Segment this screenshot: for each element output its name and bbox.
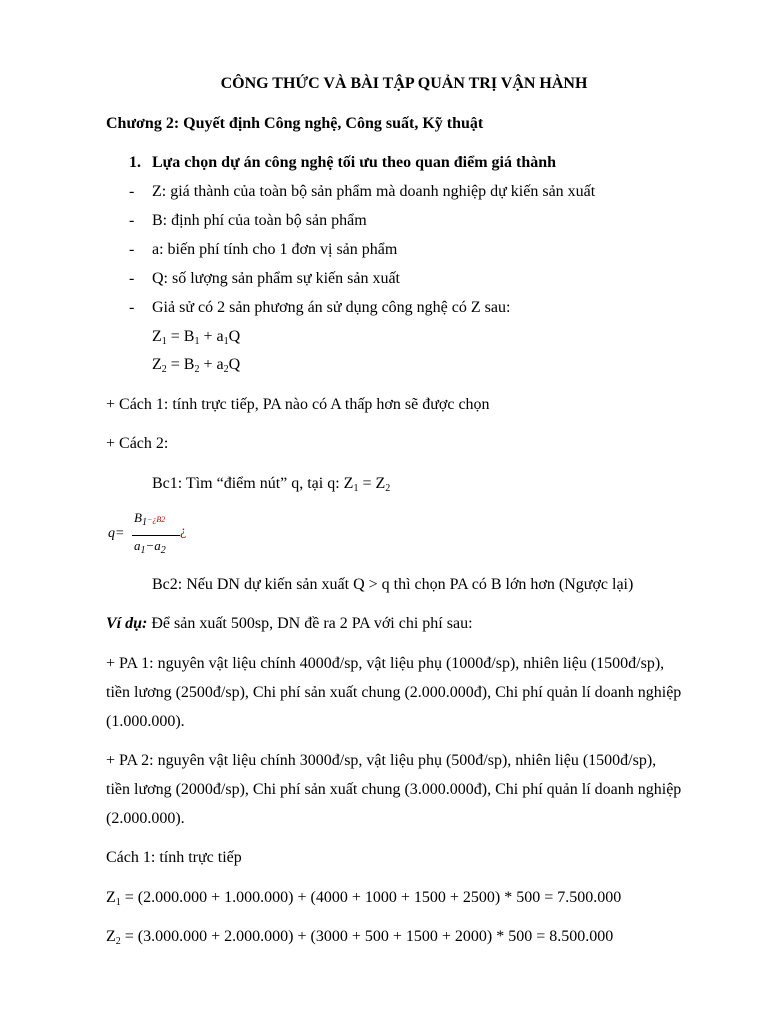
paragraph-line: (2.000.000). <box>106 810 185 827</box>
fraction-bar <box>132 535 180 536</box>
step-2-text: Bc2: Nếu DN dự kiến sản xuất Q > q thì chọn PA có B lớn hơn (Ngược lại) <box>152 576 634 593</box>
paragraph-line: tiền lương (2500đ/sp), Chi phí sản xuất chung (2.000.000đ), Chi phí quản lí doanh nghiệp <box>106 684 682 701</box>
eq-subscript: 1 <box>194 336 200 347</box>
list-item-text: Giả sử có 2 sản phương án sử dụng công nghệ có Z sau: <box>152 299 511 316</box>
list-item-text: Q: số lượng sản phẩm sự kiến sản xuất <box>152 270 400 287</box>
example-intro <box>106 614 473 634</box>
list-item-text: B: định phí của toàn bộ sản phẩm <box>152 212 367 229</box>
formula-denominator <box>134 538 166 554</box>
calc-term: Z <box>106 928 116 945</box>
eq-subscript: 2 <box>194 364 200 375</box>
eq-term: = B <box>166 328 195 345</box>
formula-small-term: −¿B <box>146 515 162 524</box>
eq-term: Q <box>228 356 241 373</box>
section-number: 1. <box>129 154 141 171</box>
list-item-text: Z: giá thành của toàn bộ sản phẩm mà doanh nghiệp dự kiến sản xuất <box>152 183 596 200</box>
eq-term: Z <box>152 356 162 373</box>
dash-bullet: - <box>129 183 135 200</box>
eq-term: Z <box>152 328 162 345</box>
dash-bullet: - <box>129 241 135 258</box>
method-2-text: + Cách 2: <box>106 435 169 452</box>
step-1-mid: = Z <box>358 475 386 492</box>
eq-term: + a <box>199 328 224 345</box>
eq-term: = B <box>166 356 195 373</box>
section-title: Lựa chọn dự án công nghệ tối ưu theo quan điểm giá thành <box>152 154 557 171</box>
paragraph-line: (1.000.000). <box>106 713 185 730</box>
formula-lhs: q= <box>108 526 125 541</box>
formula-numerator <box>134 510 165 526</box>
paragraph-line: + PA 1: nguyên vật liệu chính 4000đ/sp, vật liệu phụ (1000đ/sp), nhiên liệu (1500đ/sp), <box>106 655 665 672</box>
eq-subscript: 2 <box>223 364 229 375</box>
equation-z2 <box>152 355 240 375</box>
eq-subscript: 1 <box>161 336 167 347</box>
formula-term: B <box>134 510 142 525</box>
calc-term: Z <box>106 889 116 906</box>
eq-term: Q <box>228 328 241 345</box>
dash-bullet: - <box>129 212 135 229</box>
eq-term: + a <box>199 356 224 373</box>
formula-subscript: 1 <box>141 517 147 528</box>
list-item-text: a: biến phí tính cho 1 đơn vị sản phẩm <box>152 241 398 258</box>
formula-inverted-question: ¿ <box>180 524 187 539</box>
break-even-formula <box>108 508 188 558</box>
example-label: Ví dụ: <box>106 615 148 632</box>
formula-subscript: 1 <box>140 545 146 556</box>
calc-subscript: 2 <box>115 936 121 947</box>
method-1-text: + Cách 1: tính trực tiếp, PA nào có A thấp hơn sẽ được chọn <box>106 396 490 413</box>
z1-calculation <box>106 888 621 908</box>
step-1-main: Bc1: Tìm “điểm nút” q, tại q: Z <box>152 475 354 492</box>
calc-expression: = (2.000.000 + 1.000.000) + (4000 + 1000 + 1500 + 2500) * 500 = 7.500.000 <box>120 889 622 906</box>
calc-subscript: 1 <box>115 897 121 908</box>
paragraph-line: + PA 2: nguyên vật liệu chính 3000đ/sp, vật liệu phụ (500đ/sp), nhiên liệu (1500đ/sp), <box>106 752 657 769</box>
formula-subscript: 2 <box>160 545 166 556</box>
formula-term: a <box>134 538 141 553</box>
formula-term: −a <box>145 538 161 553</box>
eq-subscript: 2 <box>385 483 391 494</box>
example-text: Để sản xuất 500sp, DN đề ra 2 PA với chi phí sau: <box>147 615 473 632</box>
step-1-text <box>152 474 390 494</box>
dash-bullet: - <box>129 270 135 287</box>
eq-subscript: 1 <box>223 336 229 347</box>
z2-calculation <box>106 927 613 947</box>
dash-bullet: - <box>129 299 135 316</box>
formula-small-subscript: 2 <box>161 515 166 524</box>
method-1-heading: Cách 1: tính trực tiếp <box>106 849 242 866</box>
paragraph-line: tiền lương (2000đ/sp), Chi phí sản xuất chung (3.000.000đ), Chi phí quản lí doanh nghiệp <box>106 781 682 798</box>
eq-subscript: 2 <box>161 364 167 375</box>
document-title: CÔNG THỨC VÀ BÀI TẬP QUẢN TRỊ VẬN HÀNH <box>220 75 588 92</box>
calc-expression: = (3.000.000 + 2.000.000) + (3000 + 500 + 1500 + 2000) * 500 = 8.500.000 <box>120 928 614 945</box>
equation-z1 <box>152 327 240 347</box>
chapter-heading: Chương 2: Quyết định Công nghệ, Công suất, Kỹ thuật <box>106 115 484 132</box>
eq-subscript: 1 <box>353 483 359 494</box>
